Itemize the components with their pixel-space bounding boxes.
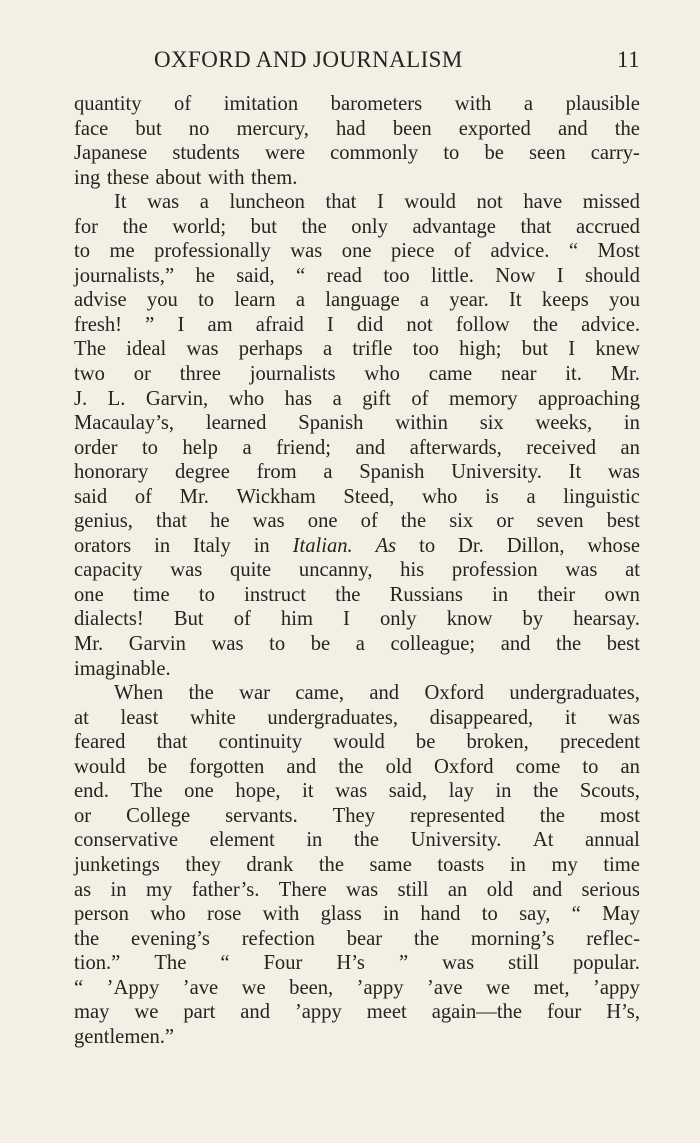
body-text: [74, 92, 640, 1049]
text-line: Japanese students were commonly to be seen carry-: [74, 142, 640, 165]
text-line: Mr. Garvin was to be a colleague; and the best: [74, 633, 640, 656]
text-line: ing these about with them.: [74, 166, 298, 189]
text-line: The ideal was perhaps a trifle too high; but I knew: [74, 338, 640, 361]
text-line: genius, that he was one of the six or seven best: [74, 510, 640, 533]
text-line: junketings they drank the same toasts in my time: [74, 853, 640, 876]
text-line: J. L. Garvin, who has a gift of memory approaching: [74, 387, 640, 410]
text-line: face but no mercury, had been exported and the: [74, 117, 640, 140]
text-line: advise you to learn a language a year. It keeps you: [74, 289, 640, 312]
text-line: end. The one hope, it was said, lay in the Scouts,: [74, 780, 640, 803]
text-line: imaginable.: [74, 657, 171, 680]
text-line: said of Mr. Wickham Steed, who is a linguistic: [74, 485, 640, 508]
text-line: for the world; but the only advantage that accrued: [74, 215, 640, 238]
text-line: one time to instruct the Russians in their own: [74, 583, 640, 606]
text-line: the evening’s refection bear the morning’s reflec-: [74, 927, 640, 950]
text-line: or College servants. They represented the most: [74, 804, 640, 827]
text-line: tion.” The “ Four H’s ” was still popular.: [74, 952, 640, 975]
text-line: gentlemen.”: [74, 1025, 175, 1048]
text-line: Macaulay’s, learned Spanish within six weeks, in: [74, 412, 640, 435]
text-line: “ ’Appy ’ave we been, ’appy ’ave we met, ’appy: [74, 976, 640, 999]
text-line: two or three journalists who came near it. Mr.: [74, 363, 640, 386]
text-line: order to help a friend; and afterwards, received an: [74, 436, 640, 459]
text-line: dialects! But of him I only know by hearsay.: [74, 608, 640, 631]
text-line: journalists,” he said, “ read too little. Now I should: [74, 264, 640, 287]
text-line: to me professionally was one piece of advice. “ Most: [74, 240, 640, 263]
text-line: may we part and ’appy meet again—the four H’s,: [74, 1001, 640, 1024]
text-line: honorary degree from a Spanish University. It was: [74, 461, 640, 484]
text-line: fresh! ” I am afraid I did not follow the advice.: [74, 313, 640, 336]
text-line: orators in Italy in Italian. As to Dr. Dillon, whose: [74, 534, 640, 557]
text-line: conservative element in the University. At annual: [74, 829, 640, 852]
text-line: would be forgotten and the old Oxford come to an: [74, 755, 640, 778]
text-line: at least white undergraduates, disappeared, it was: [74, 706, 640, 729]
page-number: 11: [617, 47, 640, 72]
text-line: It was a luncheon that I would not have missed: [114, 191, 640, 214]
text-line: When the war came, and Oxford undergraduates,: [114, 682, 640, 705]
text-line: feared that continuity would be broken, precedent: [74, 731, 640, 754]
text-line: as in my father’s. There was still an old and serious: [74, 878, 640, 901]
running-title: OXFORD AND JOURNALISM: [154, 47, 463, 72]
text-line: quantity of imitation barometers with a plausible: [74, 93, 640, 115]
text-line: person who rose with glass in hand to say, “ May: [74, 903, 640, 926]
text-line: capacity was quite uncanny, his profession was at: [74, 559, 640, 582]
